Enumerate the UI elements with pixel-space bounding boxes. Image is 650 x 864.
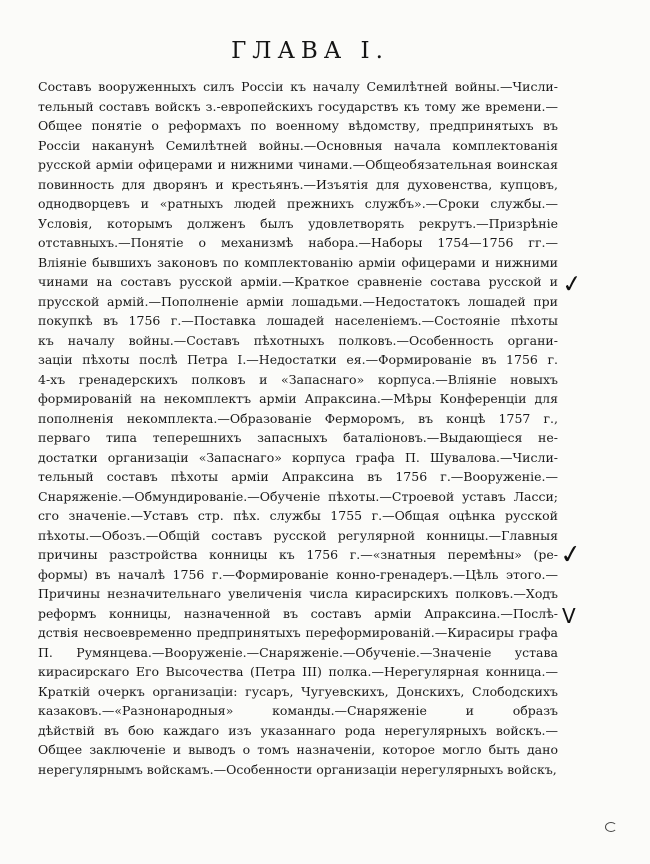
summary-line: Вліяніе бывшихъ законовъ по комплектованію арміи офицерами и нижними [38,254,558,270]
summary-line: Условія, которымъ долженъ былъ удовлетворять рекрутъ.—Призрѣніе [38,215,558,231]
handwritten-check-mark: V [562,604,576,628]
summary-line: причины разстройства конницы къ 1756 г.—«знатныя перемѣны» (ре- [38,547,558,562]
summary-line: прусской армій.—Пополненіе арміи лошадьми.—Недостатокъ лошадей при [38,293,558,309]
summary-line: Общее заключеніе и выводъ о томъ назначеніи, которое могло быть дано [38,742,558,757]
summary-line: формированій на некомплектъ арміи Апраксина.—Мѣры Конференціи для [38,391,558,406]
summary-line: реформъ конницы, назначенной въ составъ арміи Апраксина.—Послѣ- [38,605,558,621]
summary-line: тельный составъ пѣхоты арміи Апраксина въ 1756 г.—Вооруженіе.— [38,469,558,484]
summary-line: Общее понятіе о реформахъ по военному вѣдомству, предпринятыхъ въ [38,118,558,133]
summary-line: 4-хъ гренадерскихъ полковъ и «Запаснаго» корпуса.—Вліяніе новыхъ [38,371,558,387]
summary-line: пополненія некомплекта.—Образованіе Ферморомъ, въ концѣ 1757 г., [38,410,558,426]
summary-line: сго значеніе.—Уставъ стр. пѣх. службы 1755 г.—Общая оцѣнка русской [38,508,558,523]
summary-line: покупкѣ въ 1756 г.—Поставка лошадей населеніемъ.—Состояніе пѣхоты [38,313,558,328]
summary-line: формы) въ началѣ 1756 г.—Формированіе конно-гренадеръ.—Цѣль этого.— [38,566,558,582]
summary-line: однодворцевъ и «ратныхъ людей прежнихъ службъ».—Сроки службы.— [38,196,558,211]
summary-line: пѣхоты.—Обозъ.—Общій составъ русской регулярной конницы.—Главныя [38,527,558,543]
summary-line: Россіи наканунѣ Семилѣтней войны.—Основныя начала комплектованія [38,137,558,153]
chapter-title: ГЛАВА I. [231,38,389,64]
summary-line: отставныхъ.—Понятіе о механизмѣ набора.—Наборы 1754—1756 гг.— [38,235,558,250]
summary-line: кирасирскаго Его Высочества (Петра III) полка.—Нерегулярная конница.— [38,664,558,679]
handwritten-check-mark: ✓ [560,268,584,300]
summary-line: Причины незначительнаго увеличенія числа кирасирскихъ полковъ.—Ходъ [38,586,558,601]
summary-line: достатки организаціи «Запаснаго» корпуса графа П. Шувалова.—Числи- [38,449,558,465]
ink-speck [605,822,617,832]
summary-line: заціи пѣхоты послѣ Петра I.—Недостатки ея.—Формированіе въ 1756 г. [38,352,558,367]
summary-line: русской арміи офицерами и нижними чинами.—Общеобязательная воинская [38,157,558,172]
summary-line: казаковъ.—«Разнонародныя» команды.—Снаряженіе и образъ [38,703,558,718]
summary-line: нерегулярнымъ войскамъ.—Особенности организаціи нерегулярныхъ войскъ, [38,761,557,777]
summary-line: П. Румянцева.—Вооруженіе.—Снаряженіе.—Обученіе.—Значеніе устава [38,644,558,660]
summary-line: дствія несвоевременно предпринятыхъ переформированій.—Кирасиры графа [38,625,558,640]
summary-line: Составъ вооруженныхъ силъ Россіи къ началу Семилѣтней войны.—Числи- [38,79,558,94]
handwritten-check-mark: ✓ [558,538,584,572]
summary-line: повинность для дворянъ и крестьянъ.—Изъятія для духовенства, купцовъ, [38,176,558,192]
summary-line: дѣйствій въ бою каждаго изъ указаннаго рода нерегулярныхъ войскъ.— [38,722,558,738]
summary-line: къ началу войны.—Составъ пѣхотныхъ полковъ.—Особенность органи- [38,332,558,348]
summary-line: перваго типа теперешнихъ запасныхъ баталіоновъ.—Выдающіеся не- [38,430,558,445]
summary-line: Краткій очеркъ организаціи: гусаръ, Чугуевскихъ, Донскихъ, Слободскихъ [38,683,558,699]
chapter-summary [38,77,558,779]
summary-line: тельный составъ войскъ з.-европейскихъ государствъ къ тому же времени.— [38,98,558,114]
summary-line: чинами на составъ русской арміи.—Краткое сравненіе состава русской и [38,274,558,289]
summary-line: Снаряженіе.—Обмундированіе.—Обученіе пѣхоты.—Строевой уставъ Ласси; [38,488,558,504]
